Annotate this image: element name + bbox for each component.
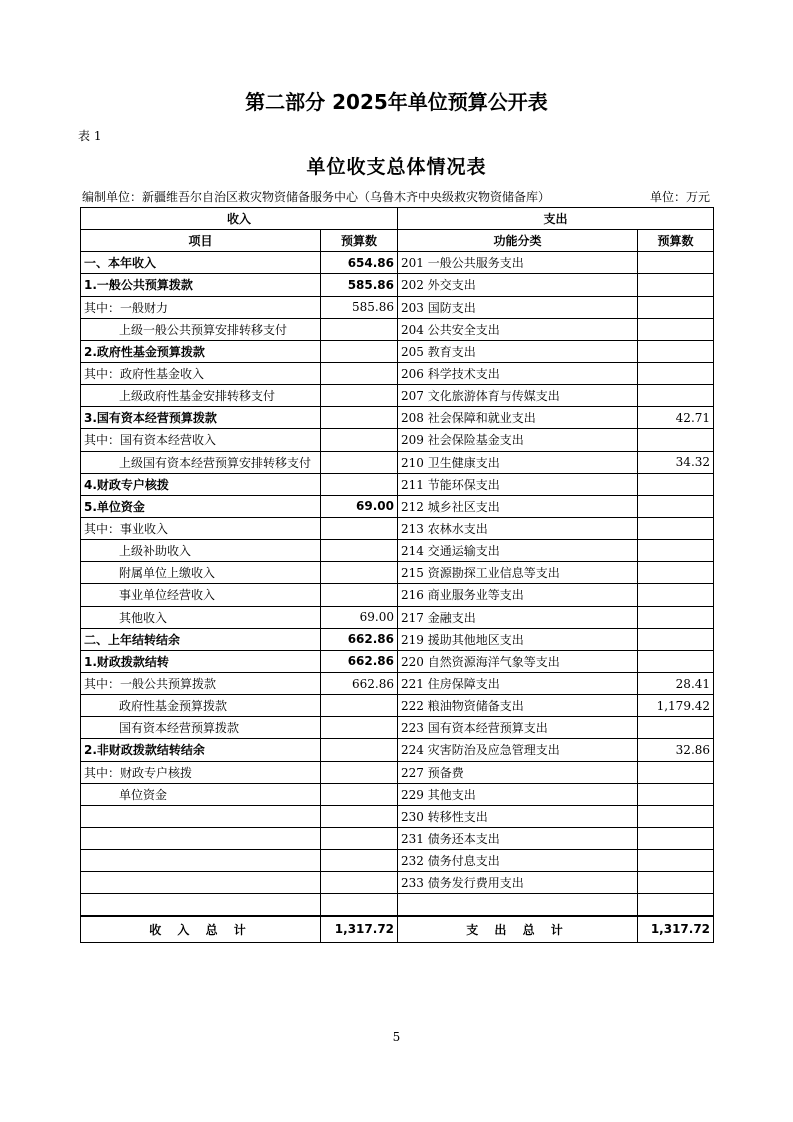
income-amount-cell	[321, 827, 398, 849]
expense-func-cell: 201 一般公共服务支出	[398, 252, 638, 274]
expense-func-cell: 211 节能环保支出	[398, 473, 638, 495]
income-item-cell	[81, 805, 321, 827]
expense-func-cell	[398, 894, 638, 916]
income-item-cell: 其中：事业收入	[81, 517, 321, 539]
col-func-header: 功能分类	[398, 230, 638, 252]
expense-func-cell: 217 金融支出	[398, 606, 638, 628]
table-row	[81, 540, 714, 562]
income-header: 收入	[81, 208, 398, 230]
expense-amount-cell	[638, 783, 714, 805]
income-amount-cell	[321, 850, 398, 872]
expense-func-cell: 209 社会保险基金支出	[398, 429, 638, 451]
table-row	[81, 429, 714, 451]
income-item-cell: 其他收入	[81, 606, 321, 628]
table-row	[81, 274, 714, 296]
income-amount-cell	[321, 340, 398, 362]
income-amount-cell	[321, 362, 398, 384]
table-row	[81, 805, 714, 827]
expense-func-cell: 220 自然资源海洋气象等支出	[398, 650, 638, 672]
expense-total-label: 支 出 总 计	[398, 916, 638, 942]
expense-func-cell: 227 预备费	[398, 761, 638, 783]
expense-func-cell: 214 交通运输支出	[398, 540, 638, 562]
expense-func-cell: 232 债务付息支出	[398, 850, 638, 872]
expense-amount-cell	[638, 584, 714, 606]
income-item-cell: 3.国有资本经营预算拨款	[81, 407, 321, 429]
section-header-row	[81, 208, 714, 230]
expense-amount-cell	[638, 717, 714, 739]
table-row	[81, 473, 714, 495]
income-item-cell: 其中：一般公共预算拨款	[81, 672, 321, 694]
expense-func-cell: 205 教育支出	[398, 340, 638, 362]
income-amount-cell	[321, 385, 398, 407]
income-item-cell: 其中：财政专户核拨	[81, 761, 321, 783]
expense-amount-cell: 1,179.42	[638, 695, 714, 717]
expense-func-cell: 204 公共安全支出	[398, 318, 638, 340]
column-header-row	[81, 230, 714, 252]
col-budget-header: 预算数	[321, 230, 398, 252]
income-amount-cell: 654.86	[321, 252, 398, 274]
income-amount-cell	[321, 805, 398, 827]
page-title: 第二部分 2025年单位预算公开表	[245, 90, 548, 114]
expense-amount-cell	[638, 274, 714, 296]
income-item-cell: 其中：一般财力	[81, 296, 321, 318]
income-amount-cell	[321, 562, 398, 584]
expense-amount-cell	[638, 606, 714, 628]
expense-func-cell: 222 粮油物资储备支出	[398, 695, 638, 717]
expense-func-cell: 233 债务发行费用支出	[398, 872, 638, 894]
table-row	[81, 695, 714, 717]
table-row	[81, 739, 714, 761]
expense-amount-cell	[638, 429, 714, 451]
income-item-cell: 二、上年结转结余	[81, 628, 321, 650]
expense-amount-cell	[638, 562, 714, 584]
table-row	[81, 296, 714, 318]
income-item-cell: 上级补助收入	[81, 540, 321, 562]
table-row	[81, 672, 714, 694]
expense-func-cell: 224 灾害防治及应急管理支出	[398, 739, 638, 761]
income-amount-cell	[321, 318, 398, 340]
income-amount-cell: 585.86	[321, 274, 398, 296]
expense-amount-cell	[638, 628, 714, 650]
income-item-cell: 2.非财政拨款结转结余	[81, 739, 321, 761]
table-row	[81, 761, 714, 783]
expense-amount-cell	[638, 385, 714, 407]
expense-func-cell: 223 国有资本经营预算支出	[398, 717, 638, 739]
table-row	[81, 827, 714, 849]
expense-amount-cell	[638, 362, 714, 384]
expense-amount-cell	[638, 495, 714, 517]
expense-func-cell: 202 外交支出	[398, 274, 638, 296]
expense-func-cell: 212 城乡社区支出	[398, 495, 638, 517]
income-amount-cell	[321, 517, 398, 539]
expense-amount-cell	[638, 850, 714, 872]
table-row	[81, 562, 714, 584]
expense-func-cell: 203 国防支出	[398, 296, 638, 318]
income-item-cell: 上级政府性基金安排转移支付	[81, 385, 321, 407]
expense-amount-cell: 34.32	[638, 451, 714, 473]
table-row	[81, 318, 714, 340]
table-row	[81, 717, 714, 739]
income-amount-cell: 662.86	[321, 672, 398, 694]
expense-amount-cell	[638, 517, 714, 539]
table-row	[81, 252, 714, 274]
expense-amount-cell	[638, 827, 714, 849]
income-total-label: 收 入 总 计	[81, 916, 321, 942]
expense-func-cell: 208 社会保障和就业支出	[398, 407, 638, 429]
expense-amount-cell	[638, 872, 714, 894]
income-item-cell: 单位资金	[81, 783, 321, 805]
expense-amount-cell	[638, 318, 714, 340]
table-number: 表 1	[78, 129, 102, 143]
table-row	[81, 872, 714, 894]
expense-func-cell: 210 卫生健康支出	[398, 451, 638, 473]
income-item-cell: 5.单位资金	[81, 495, 321, 517]
expense-amount-cell	[638, 761, 714, 783]
income-amount-cell: 662.86	[321, 628, 398, 650]
expense-func-cell: 206 科学技术支出	[398, 362, 638, 384]
expense-amount-cell: 32.86	[638, 739, 714, 761]
income-amount-cell	[321, 894, 398, 916]
org-label: 编制单位：新疆维吾尔自治区救灾物资储备服务中心（乌鲁木齐中央级救灾物资储备库）	[82, 190, 551, 204]
table-row	[81, 894, 714, 916]
expense-amount-cell	[638, 473, 714, 495]
income-item-cell	[81, 827, 321, 849]
income-item-cell: 附属单位上缴收入	[81, 562, 321, 584]
income-amount-cell	[321, 695, 398, 717]
income-item-cell: 2.政府性基金预算拨款	[81, 340, 321, 362]
expense-amount-cell	[638, 252, 714, 274]
expense-amount-cell	[638, 340, 714, 362]
income-amount-cell: 662.86	[321, 650, 398, 672]
table-row	[81, 850, 714, 872]
expense-amount-cell	[638, 540, 714, 562]
expense-total-value: 1,317.72	[638, 916, 714, 942]
income-amount-cell	[321, 872, 398, 894]
income-amount-cell: 585.86	[321, 296, 398, 318]
expense-amount-cell: 42.71	[638, 407, 714, 429]
col-budget2-header: 预算数	[638, 230, 714, 252]
expense-func-cell: 215 资源勘探工业信息等支出	[398, 562, 638, 584]
income-item-cell: 政府性基金预算拨款	[81, 695, 321, 717]
expense-amount-cell: 28.41	[638, 672, 714, 694]
table-row	[81, 407, 714, 429]
income-item-cell	[81, 894, 321, 916]
income-amount-cell	[321, 429, 398, 451]
income-item-cell: 4.财政专户核拨	[81, 473, 321, 495]
income-item-cell: 上级国有资本经营预算安排转移支付	[81, 451, 321, 473]
income-item-cell	[81, 850, 321, 872]
table-row	[81, 517, 714, 539]
income-amount-cell	[321, 584, 398, 606]
table-row	[81, 650, 714, 672]
expense-func-cell: 230 转移性支出	[398, 805, 638, 827]
income-item-cell: 其中：国有资本经营收入	[81, 429, 321, 451]
income-item-cell: 其中：政府性基金收入	[81, 362, 321, 384]
income-item-cell: 1.一般公共预算拨款	[81, 274, 321, 296]
table-row	[81, 495, 714, 517]
income-item-cell: 国有资本经营预算拨款	[81, 717, 321, 739]
table-row	[81, 451, 714, 473]
income-amount-cell	[321, 407, 398, 429]
expense-func-cell: 216 商业服务业等支出	[398, 584, 638, 606]
income-amount-cell	[321, 739, 398, 761]
expense-func-cell: 229 其他支出	[398, 783, 638, 805]
income-amount-cell: 69.00	[321, 606, 398, 628]
expense-amount-cell	[638, 894, 714, 916]
col-item-header: 项目	[81, 230, 321, 252]
income-amount-cell	[321, 540, 398, 562]
income-amount-cell	[321, 451, 398, 473]
expense-func-cell: 231 债务还本支出	[398, 827, 638, 849]
expense-func-cell: 219 援助其他地区支出	[398, 628, 638, 650]
income-item-cell: 上级一般公共预算安排转移支付	[81, 318, 321, 340]
table-title: 单位收支总体情况表	[306, 156, 487, 178]
expense-header: 支出	[398, 208, 714, 230]
income-item-cell: 事业单位经营收入	[81, 584, 321, 606]
income-amount-cell	[321, 783, 398, 805]
table-row	[81, 628, 714, 650]
expense-amount-cell	[638, 650, 714, 672]
expense-func-cell: 207 文化旅游体育与传媒支出	[398, 385, 638, 407]
income-item-cell	[81, 872, 321, 894]
page-number: 5	[392, 1030, 401, 1044]
income-amount-cell	[321, 761, 398, 783]
table-row	[81, 783, 714, 805]
table-row	[81, 362, 714, 384]
income-amount-cell	[321, 717, 398, 739]
income-total-value: 1,317.72	[321, 916, 398, 942]
income-amount-cell: 69.00	[321, 495, 398, 517]
expense-amount-cell	[638, 805, 714, 827]
expense-func-cell: 221 住房保障支出	[398, 672, 638, 694]
income-amount-cell	[321, 473, 398, 495]
budget-table	[80, 207, 714, 943]
table-row	[81, 340, 714, 362]
income-item-cell: 1.财政拨款结转	[81, 650, 321, 672]
table-row	[81, 385, 714, 407]
income-item-cell: 一、本年收入	[81, 252, 321, 274]
total-row	[81, 916, 714, 942]
table-row	[81, 584, 714, 606]
table-row	[81, 606, 714, 628]
unit-label: 单位：万元	[649, 190, 710, 204]
expense-func-cell: 213 农林水支出	[398, 517, 638, 539]
expense-amount-cell	[638, 296, 714, 318]
